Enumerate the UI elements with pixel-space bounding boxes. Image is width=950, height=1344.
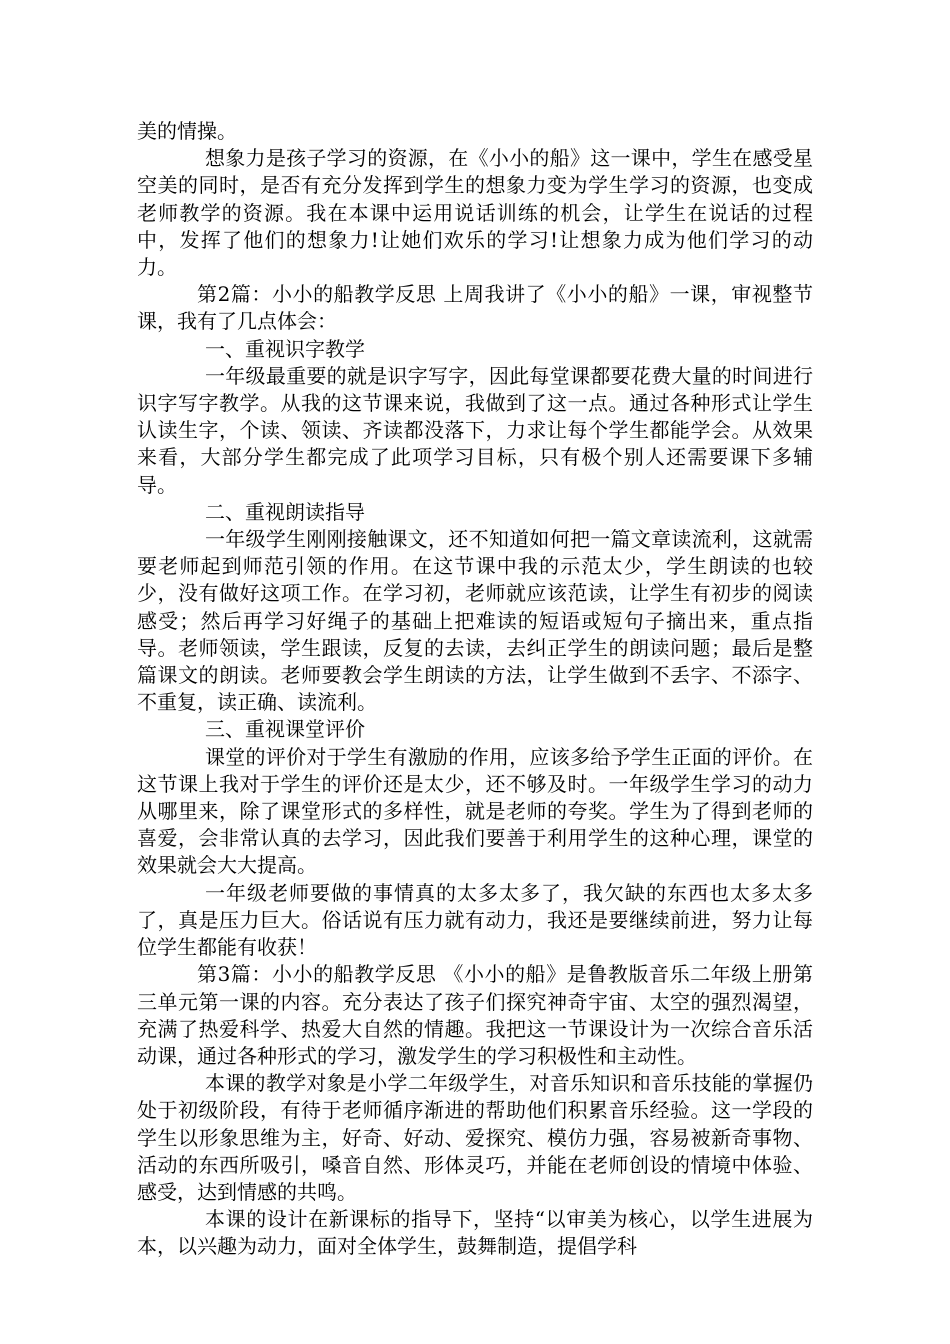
paragraph-reading: 一年级学生刚刚接触课文，还不知道如何把一篇文章读流利，这就需要老师起到师范引领的作用。在这节课中我的示范太少，学生朗读的也较少，没有做好这项工作。在学习初，老师就应该范读，让学生有初步的阅读感受；然后再学习好绳子的基础上把难读的短语或短句子摘出来，重点指导。老师领读，学生跟读，反复的去读，去纠正学生的朗读问题；最后是整篇课文的朗读。老师要教会学生朗读的方法，让学生做到不丢字、不添字、不重复，读正确、读流利。	[137, 527, 813, 715]
paragraph-continuation: 美的情操。	[137, 119, 237, 143]
paragraph-article-3-intro: 第3篇：小小的船教学反思 《小小的船》是鲁教版音乐二年级上册第三单元第一课的内容。充分表达了孩子们探究神奇宇宙、太空的强烈渴望，充满了热爱科学、热爱大自然的情趣。我把这一节课设计为一次综合音乐活动课，通过各种形式的学习，激发学生的学习积极性和主动性。	[137, 962, 813, 1068]
paragraph-literacy: 一年级最重要的就是识字写字，因此每堂课都要花费大量的时间进行识字写字教学。从我的这节课来说，我做到了这一点。通过各种形式让学生认读生字，个读、领读、齐读都没落下，力求让每个学生都能学会。从效果来看，大部分学生都完成了此项学习目标，只有极个别人还需要课下多辅导。	[137, 363, 813, 497]
paragraph-evaluation: 课堂的评价对于学生有激励的作用，应该多给予学生正面的评价。在这节课上我对于学生的评价还是太少，还不够及时。一年级学生学习的动力从哪里来，除了课堂形式的多样性，就是老师的夸奖。学生为了得到老师的喜爱，会非常认真的去学习，因此我们要善于利用学生的这种心理，课堂的效果就会大大提高。	[137, 744, 813, 878]
paragraph-article-2-intro: 第2篇：小小的船教学反思 上周我讲了《小小的船》一课，审视整节课，我有了几点体会：	[137, 282, 813, 334]
document-body	[137, 118, 813, 1261]
paragraph-teaching-object: 本课的教学对象是小学二年级学生，对音乐知识和音乐技能的掌握仍处于初级阶段，有待于老师循序渐进的帮助他们积累音乐经验。这一学段的学生以形象思维为主，好奇、好动、爱探究、模仿力强，容易被新奇事物、活动的东西所吸引，嗓音自然、形体灵巧，并能在老师创设的情境中体验、感受，达到情感的共鸣。	[137, 1071, 813, 1204]
section-heading-evaluation: 三、重视课堂评价	[205, 717, 365, 742]
paragraph-course-design: 本课的设计在新课标的指导下，坚持“以审美为核心，以学生进展为本，以兴趣为动力，面对全体学生，鼓舞制造，提倡学科	[137, 1207, 813, 1259]
paragraph-pressure: 一年级老师要做的事情真的太多太多了，我欠缺的东西也太多太多了，真是压力巨大。俗话说有压力就有动力，我还是要继续前进，努力让每位学生都能有收获！	[137, 880, 813, 960]
paragraph-imagination: 想象力是孩子学习的资源，在《小小的船》这一课中，学生在感受星空美的同时，是否有充分发挥到学生的想象力变为学生学习的资源，也变成老师教学的资源。我在本课中运用说话训练的机会，让学生在说话的过程中，发挥了他们的想象力!让她们欢乐的学习!让想象力成为他们学习的动力。	[137, 146, 813, 280]
section-heading-literacy: 一、重视识字教学	[205, 336, 365, 361]
section-heading-reading: 二、重视朗读指导	[205, 499, 365, 524]
